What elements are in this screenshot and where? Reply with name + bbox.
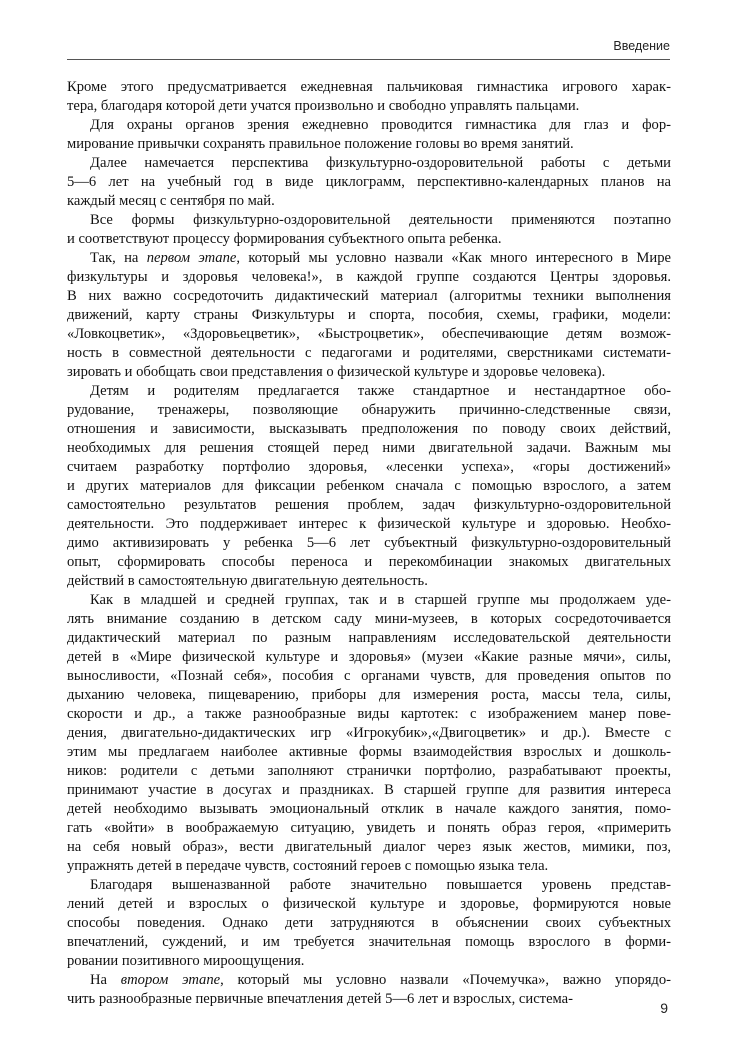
paragraph [67,591,671,876]
text-line: мирование привычки сохранять правильное положение головы во время занятий. [67,136,574,152]
text-line: димо активизировать у ребенка 5—6 лет субъектный физкультурно-оздоровительный [67,535,671,551]
text-line: лений детей и взрослых о физической культуре и здоровье, формируются новые [67,896,671,912]
text-line: Кроме этого предусматривается ежедневная пальчиковая гимнастика игрового харак- [67,79,671,95]
text-line: скорости и др., а также разнообразные виды картотек: с изображением манер пове- [67,706,671,722]
text-line: упражнять детей в передаче чувств, состояний героев с помощью языка тела. [67,858,549,874]
text-line: дидактический материал по разным направлениям исследовательской деятельности [67,630,671,646]
text-line: дыханию человека, пищеварению, приборы для измерения роста, массы тела, силы, [67,687,671,703]
text-line: этим мы предлагаем наиболее активные формы взаимодействия взрослых и дошколь- [67,744,671,760]
text-line: движений, карту страны Физкультуры и спорта, пособия, схемы, графики, модели: [67,307,671,323]
text-line: Для охраны органов зрения ежедневно проводится гимнастика для глаз и фор- [90,117,671,133]
text-line: принимают участие в досугах и праздниках. В старшей группе для развития интереса [67,782,671,798]
text-line: Все формы физкультурно-оздоровительной деятельности применяются поэтапно [90,212,671,228]
text-line: ников: родители с детьми заполняют странички портфолио, разрабатывают проекты, [67,763,671,779]
text-line: и соответствуют процессу формирования субъектного опыта ребенка. [67,231,502,247]
text-line: На втором этапе, который мы условно назвали «Почемучка», важно упорядо- [90,972,671,988]
text-line: Как в младшей и средней группах, так и в старшей группе мы продолжаем уде- [90,592,671,608]
text-line: детей в «Мире физической культуре и здоровья» (музеи «Какие разные мячи», силы, [67,649,671,665]
page-number: 9 [660,1000,668,1016]
text-line: ность в совместной деятельности с педагогами и родителями, сверстниками системати- [67,345,671,361]
paragraph [67,211,671,249]
paragraph [67,78,671,116]
text-line: 5—6 лет на учебный год в виде циклограмм, перспективно-календарных планов на [67,174,671,190]
text-line: лять внимание созданию в детском саду мини-музеев, в которых сосредоточивается [67,611,671,627]
emphasis: втором этапе [120,972,221,988]
text-line: способы поведения. Однако дети затрудняются в объяснении своих субъектных [67,915,671,931]
paragraph [67,876,671,971]
running-header [67,37,670,60]
section-title: Введение [613,39,670,53]
paragraph [67,154,671,211]
text-line: на себя новый образ», вести двигательный диалог через язык жестов, мимики, поз, [67,839,671,855]
text-line: тера, благодаря которой дети учатся произвольно и свободно управлять пальцами. [67,98,580,114]
text-line: действий в самостоятельную двигательную деятельность. [67,573,428,589]
body-text [67,78,671,1009]
paragraph [67,249,671,382]
text-line: деятельности. Это поддерживает интерес к физической культуре и здоровью. Необхо- [67,516,671,532]
text-line: детей необходимо вызывать эмоциональный отклик в начале каждого занятия, помо- [67,801,671,817]
text-line: зировать и обобщать свои представления о физической культуре и здоровье человека). [67,364,606,380]
text-line: каждый месяц с сентября по май. [67,193,275,209]
text-line: физкультуры и здоровья человека!», в каждой группе создаются Центры здоровья. [67,269,671,285]
text-line: «Ловкоцветик», «Здоровьецветик», «Быстроцветик», обеспечивающие детям возмож- [67,326,671,342]
text-line: и других материалов для фиксации ребенком сначала с помощью взрослого, а затем [67,478,671,494]
text-line: опыт, сформировать способы переноса и перекомбинации знакомых двигательных [67,554,671,570]
text-line: впечатлений, суждений, и им требуется значительная помощь взрослого в форми- [67,934,671,950]
text-line: Так, на первом этапе, который мы условно назвали «Как много интересного в Мире [90,250,671,266]
paragraph [67,382,671,591]
text-line: считаем разработку портфолио здоровья, «лесенки успеха», «горы достижений» [67,459,671,475]
text-line: рудование, тренажеры, позволяющие обнаружить причинно-следственные связи, [67,402,671,418]
emphasis: первом этапе [146,250,237,266]
text-line: самостоятельно результатов решения проблем, задач физкультурно-оздоровительной [67,497,671,513]
text-line: Далее намечается перспектива физкультурно-оздоровительной работы с детьми [90,155,671,171]
text-line: чить разнообразные первичные впечатления детей 5—6 лет и взрослых, система- [67,991,574,1007]
text-line: гать «войти» в воображаемую ситуацию, увидеть и понять образ героя, «примерить [67,820,671,836]
text-line: Благодаря вышеназванной работе значительно повышается уровень представ- [90,877,671,893]
text-line: В них важно сосредоточить дидактический материал (алгоритмы техники выполнения [67,288,671,304]
paragraph [67,971,671,1009]
paragraph [67,116,671,154]
text-line: отношения и зависимости, высказывать предположения по поводу своих действий, [67,421,671,437]
text-line: необходимых для решения стоящей перед ними двигательной задачи. Важным мы [67,440,671,456]
text-line: выносливости, «Познай себя», пособия с органами чувств, для проведения опытов по [67,668,671,684]
text-line: дения, двигательно-дидактических игр «Игрокубик»,«Двигоцветик» и др.). Вместе с [67,725,671,741]
text-line: ровании позитивного мироощущения. [67,953,305,969]
text-line: Детям и родителям предлагается также стандартное и нестандартное обо- [90,383,671,399]
